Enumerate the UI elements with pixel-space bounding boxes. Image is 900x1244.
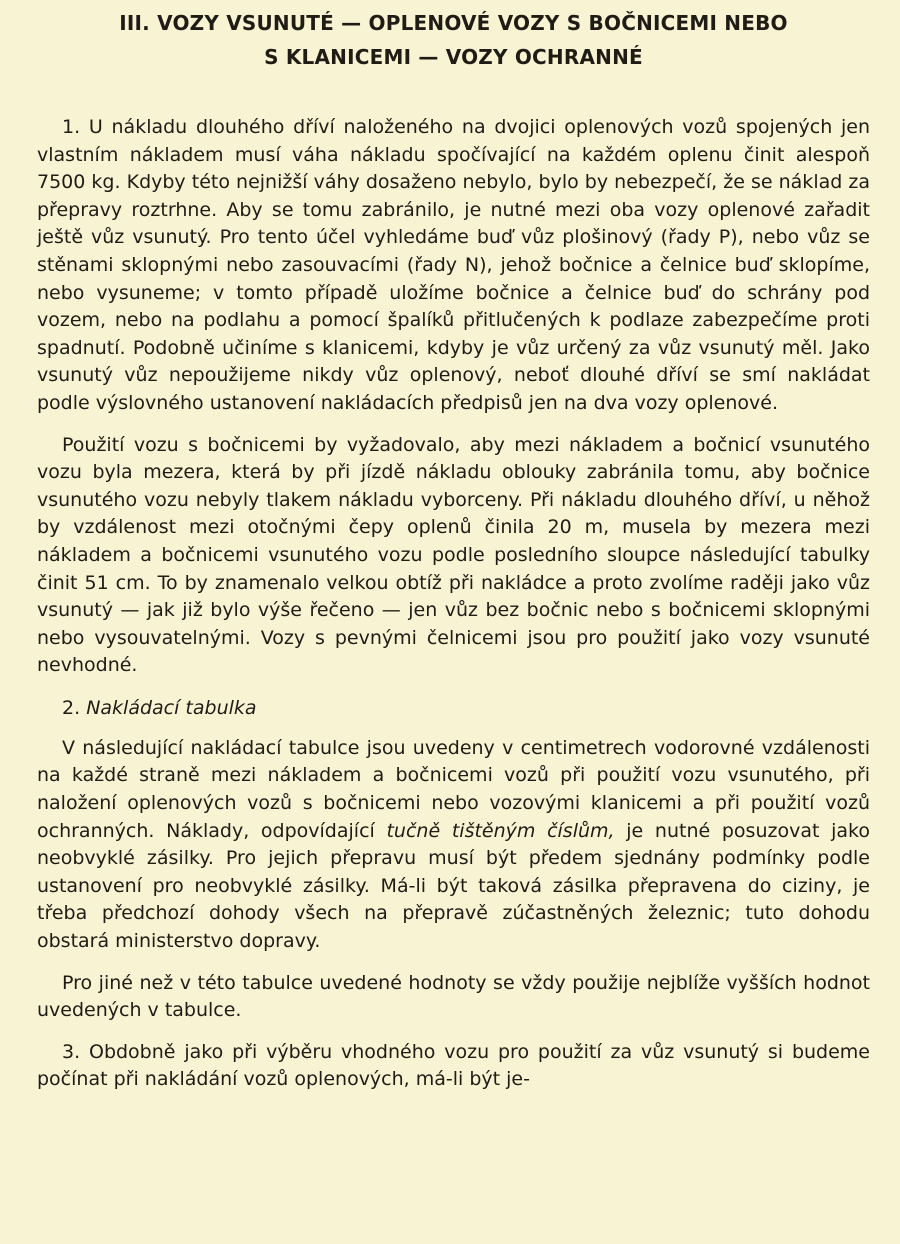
paragraph-4: Pro jiné než v této tabulce uvedené hodnoty se vždy použije nejblíže vyšších hodnot uvedených v tabulce. [37, 971, 870, 1022]
paragraph-3-italic-text: tučně tištěným číslům, [386, 819, 615, 842]
paragraph-3 [37, 735, 870, 956]
paragraph-3-text-before: V následující nakládací tabulce jsou uvedeny v centimetrech vodorovné vzdálenosti na každé straně mezi nákladem a bočnicemi vozů při použití vozu vsunutého, při naložení oplenových vozů s bočnicemi nebo vozovými klanicemi a při použití vozů ochranných. Náklady, odpovídající [37, 736, 870, 842]
chapter-heading-line-2: S KLANICEMI — VOZY OCHRANNÉ [264, 45, 643, 69]
paragraph-2: Použití vozu s bočnicemi by vyžadovalo, aby mezi nákladem a bočnicí vsunutého vozu byla mezera, která by při jízdě nákladu oblouky zabránila tomu, aby bočnice vsunutého vozu nebyly tlakem nákladu vyborceny. Při nákladu dlouhého dříví, u něhož by vzdálenost mezi otočnými čepy oplenů činila 20 m, musela by mezera mezi nákladem a bočnicemi vsunutého vozu podle posledního sloupce následující tabulky činit 51 cm. To by znamenalo velkou obtíž při nakládce a proto zvolíme raději jako vůz vsunutý — jak již bylo výše řečeno — jen vůz bez bočnic nebo s bočnicemi sklopnými nebo vysouvatelnými. Vozy s pevnými čelnicemi jsou pro použití jako vozy vsunuté nevhodné. [37, 433, 870, 677]
paragraph-1: 1. U nákladu dlouhého dříví naloženého na dvojici oplenových vozů spojených jen vlastním nákladem musí váha nákladu spočívající na každém oplenu činit alespoň 7500 kg. Kdyby této nejnižší váhy dosaženo nebylo, bylo by nebezpečí, že se náklad za přepravy roztrhne. Aby se tomu zabránilo, je nutné mezi oba vozy oplenové zařadit ještě vůz vsunutý. Pro tento účel vyhledáme buď vůz plošinový (řady P), nebo vůz se stěnami sklopnými nebo zasouvacími (řady N), jehož bočnice a čelnice buď sklopíme, nebo vysuneme; v tomto případě uložíme bočnice a čelnice buď do schrány pod vozem, nebo na podlahu a pomocí špalíků přitlučených k podlaze zabezpečíme proti spadnutí. Podobně učiníme s klanicemi, kdyby je vůz určený za vůz vsunutý měl. Jako vsunutý vůz nepoužijeme nikdy vůz oplenový, neboť dlouhé dříví se smí nakládat podle výslovného ustanovení nakládacích předpisů jen na dva vozy oplenové. [37, 116, 870, 414]
paragraph-5: 3. Obdobně jako při výběru vhodného vozu pro použití za vůz vsunutý si budeme počínat při nakládání vozů oplenových, má-li být je- [37, 1040, 870, 1091]
section-2-heading [37, 694, 870, 722]
heading-spacer [37, 74, 870, 114]
section-2-number: 2. [62, 696, 81, 719]
section-2-title: Nakládací tabulka [86, 696, 257, 719]
chapter-heading [37, 6, 870, 74]
paragraph-3-text-after: je nutné posuzovat jako neobvyklé zásilky. Pro jejich přepravu musí být předem sjednány podmínky podle ustanovení pro neobvyklé zásilky. Má-li být taková zásilka přepravena do ciziny, je třeba předchozí dohody všech na přepravě zúčastněných železnic; tuto dohodu obstará ministerstvo dopravy. [37, 819, 870, 953]
chapter-heading-line-1: III. VOZY VSUNUTÉ — OPLENOVÉ VOZY S BOČNICEMI NEBO [119, 11, 788, 35]
